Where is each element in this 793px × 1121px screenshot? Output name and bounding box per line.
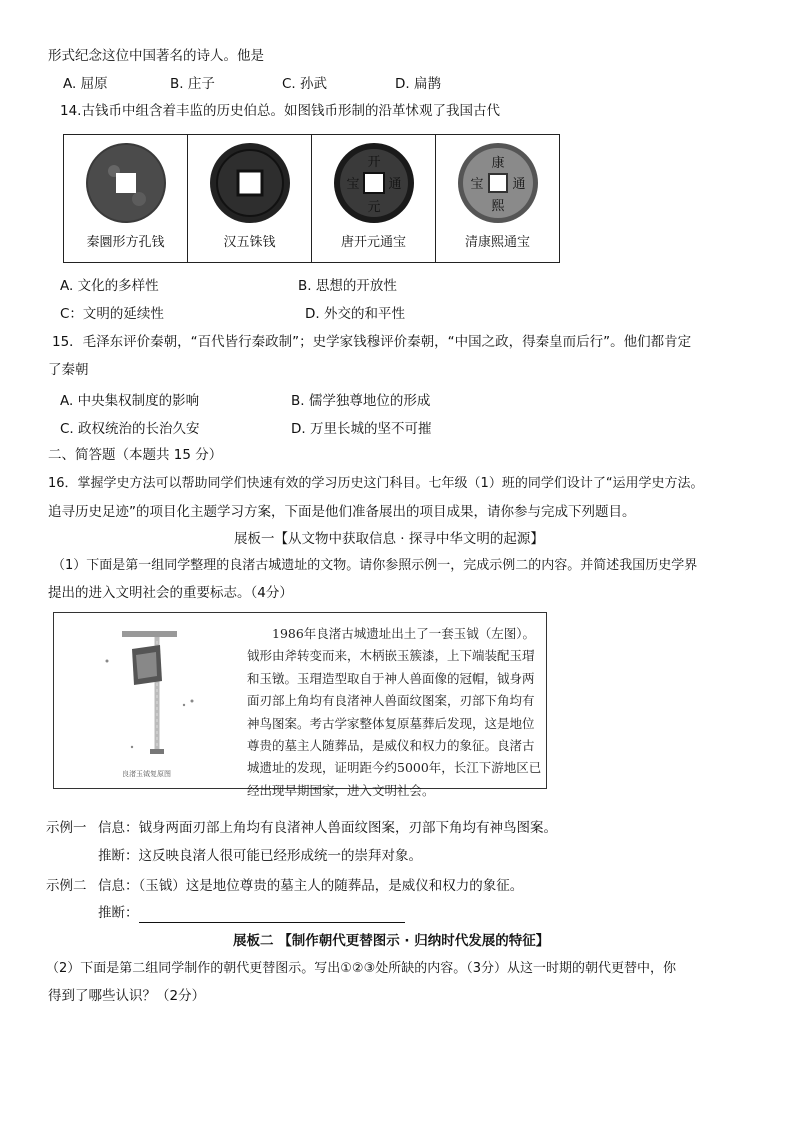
q13-stem-tail: 形式纪念这位中国著名的诗人。他是 [48,48,264,64]
example1-inference: 推断：这反映良渚人很可能已经形成统一的崇拜对象。 [98,848,422,864]
coin-qin [64,135,188,262]
q14-option-c: C：文明的延续性 [60,306,164,322]
q15-option-c: C. 政权统治的长治久安 [60,421,200,437]
coin-qing-image [456,141,540,225]
coin-tang-image [332,141,416,225]
q15-stem-line2: 了秦朝 [48,362,89,378]
part1-line2: 提出的进入文明社会的重要标志。（4分） [48,585,293,601]
example2-answer-blank[interactable] [139,908,405,923]
coin-tang [312,135,436,262]
example2-inference-row [98,903,405,923]
q14-option-a: A. 文化的多样性 [60,278,159,294]
example2-label: 示例二 [46,878,87,894]
board2-title: 展板二 【制作朝代更替图示 · 归纳时代发展的特征】 [233,933,550,949]
q13-option-a: A. 屈原 [63,76,108,92]
coin-qin-image [84,141,168,225]
example1-label: 示例一 [46,820,87,836]
board1-title: 展板一【从文物中获取信息 · 探寻中华文明的起源】 [234,531,544,547]
coin-han [188,135,312,262]
q15-option-d: D. 万里长城的坚不可摧 [291,421,432,437]
q13-option-b: B. 庄子 [170,76,215,92]
coin-tang-mark-right: 通 [387,177,402,192]
q13-option-c: C. 孙武 [282,76,328,92]
coin-qing-mark-left: 宝 [469,177,484,192]
q15-option-b: B. 儒学独尊地位的形成 [291,393,431,409]
coin-han-image [208,141,292,225]
coin-han-caption: 汉五铢钱 [223,235,276,250]
coin-qin-caption: 秦圜形方孔钱 [86,235,165,250]
coin-tang-caption: 唐开元通宝 [340,235,406,250]
q14-option-d: D. 外交的和平性 [305,306,405,322]
coin-qing-caption: 清康熙通宝 [464,235,530,250]
part2-line2: 得到了哪些认识？（2分） [48,988,206,1004]
q16-intro-line2: 追寻历史足迹”的项目化主题学习方案，下面是他们准备展出的项目成果，请你参与完成下列题目。 [48,504,636,520]
coin-tang-mark-bottom: 元 [366,200,381,215]
section2-heading: 二、简答题（本题共 15 分） [48,447,223,463]
q13-option-d: D. 扁鹊 [395,76,441,92]
q15-option-a: A. 中央集权制度的影响 [60,393,200,409]
coin-figure [63,134,560,263]
coin-qing-mark-bottom: 熙 [490,199,505,214]
coin-qing [436,135,559,262]
coin-tang-mark-top: 开 [366,155,381,170]
coin-tang-mark-left: 宝 [345,177,360,192]
artifact-box [53,612,547,798]
example2-info: 信息：（玉钺）这是地位尊贵的墓主人的随葬品，是威仪和权力的象征。 [98,878,524,894]
jade-axe-image [62,621,232,781]
coin-qing-mark-top: 康 [490,156,505,171]
example1-info: 信息：钺身两面刃部上角均有良渚神人兽面纹图案，刃部下角均有神鸟图案。 [98,820,557,836]
q16-intro-line1: 16．掌握学史方法可以帮助同学们快速有效的学习历史这门科目。七年级（1）班的同学们设计了“运用学史方法。 [48,476,704,491]
example2-inference-label: 推断： [98,905,139,921]
jade-axe-caption: 良渚玉钺复原图 [122,770,171,778]
part1-line1: （1）下面是第一组同学整理的良渚古城遗址的文物。请你参照示例一，完成示例二的内容。并简述我国历史学界 [52,558,698,573]
q15-stem-line1: 15．毛泽东评价秦朝，“百代皆行秦政制”；史学家钱穆评价秦朝，“中国之政，得秦皇而后行”。他们都肯定 [52,334,692,350]
q14-stem: 14.古钱币中组含着丰监的历史伯总。如图钱币形制的沿革怵观了我国古代 [60,103,500,119]
q14-option-b: B. 思想的开放性 [298,278,397,294]
part2-line1: （2）下面是第二组同学制作的朝代更替图示。写出①②③处所缺的内容。（3分）从这一时期的朝代更替中，你 [46,961,677,976]
artifact-description: 1986年良渚古城遗址出土了一套玉钺（左图）。钺形由斧转变而来，木柄嵌玉簇漆，上下端装配玉瑁和玉镦。玉瑁造型取自于神人兽面像的冠帽，钺身两面刃部上角均有良渚神人兽面纹图案，刃部下角均有神鸟图案。考古学家整体复原墓葬后发现，这是地位尊贵的墓主人随葬品，是威仪和权力的象征。良渚古城遗址的发现，证明距今约5000年，长江下游地区已经出现早期国家，进入文明社会。 [247,626,542,798]
coin-qing-mark-right: 通 [511,177,526,192]
